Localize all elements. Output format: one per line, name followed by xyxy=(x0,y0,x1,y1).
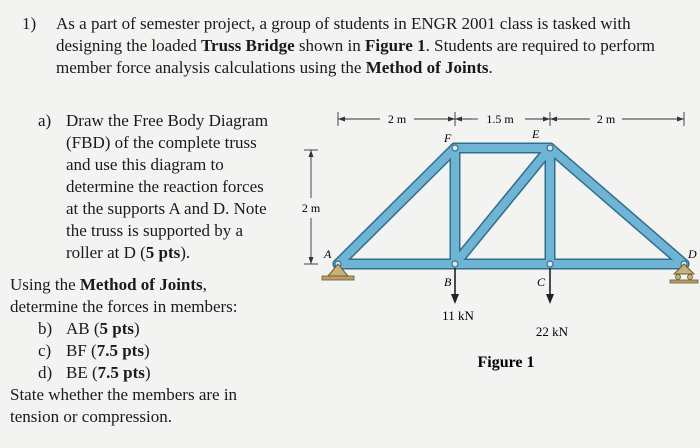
dim-ab: 2 m xyxy=(387,112,407,126)
figure-caption: Figure 1 xyxy=(477,354,535,371)
joints-line-1-text: Using the xyxy=(10,275,80,294)
node-label-a: A xyxy=(324,247,332,261)
part-a-line-1: Draw the Free Body Diagram xyxy=(66,111,269,130)
item-d-points: 7.5 pts xyxy=(97,363,145,382)
item-b-points: 5 pts xyxy=(99,319,135,338)
state-line-2: tension or compression. xyxy=(10,407,172,426)
item-b-end: ) xyxy=(134,319,140,338)
question-line-2-text-end: . Students are required to perform xyxy=(425,36,656,55)
state-line-1: State whether the members are in xyxy=(10,385,238,404)
item-c-member: BF ( xyxy=(66,341,97,360)
joint-pins xyxy=(335,145,687,267)
part-a-line-6: the truss is supported by a xyxy=(66,221,244,240)
load-label-c: 22 kN xyxy=(535,324,569,339)
item-d-label: d) xyxy=(38,363,53,382)
method-of-joints-bold: Method of Joints xyxy=(365,58,489,77)
joints-method-bold: Method of Joints xyxy=(79,275,203,294)
load-arrow-b xyxy=(451,268,459,304)
part-a-line-7-end: ). xyxy=(180,243,191,262)
item-c-points: 7.5 pts xyxy=(96,341,144,360)
item-b-label: b) xyxy=(38,319,53,338)
item-b-member: AB ( xyxy=(66,319,100,338)
question-line-2-text: designing the loaded xyxy=(56,36,201,55)
question-line-1: As a part of semester project, a group of students in ENGR 2001 class is tasked with xyxy=(56,14,631,33)
node-label-e: E xyxy=(532,127,540,141)
joints-line-2: determine the forces in members: xyxy=(10,297,238,316)
node-label-c: C xyxy=(537,275,546,289)
node-label-b: B xyxy=(444,275,452,289)
truss-bridge-bold: Truss Bridge xyxy=(200,36,295,55)
dim-bc: 1.5 m xyxy=(486,112,514,126)
part-a-line-5: at the supports A and D. Note xyxy=(66,199,267,218)
node-label-f: F xyxy=(444,131,452,145)
part-a-points: 5 pts xyxy=(145,243,181,262)
item-c-end: ) xyxy=(143,341,150,360)
joints-line-1-end: , xyxy=(202,275,207,294)
part-a-line-4: determine the reaction forces xyxy=(66,177,264,196)
load-arrow-c xyxy=(546,268,554,304)
part-a-line-3: and use this diagram to xyxy=(66,155,224,174)
question-line-2-text-mid: shown in xyxy=(294,36,365,55)
part-a-line-2: (FBD) of the complete truss xyxy=(66,133,257,152)
load-label-b: 11 kN xyxy=(442,308,474,323)
dim-cd: 2 m xyxy=(596,112,616,126)
item-c-label: c) xyxy=(38,341,52,360)
dim-height: 2 m xyxy=(301,201,321,215)
item-d-end: ) xyxy=(144,363,151,382)
part-a-label: a) xyxy=(38,111,52,130)
truss-members xyxy=(338,148,684,264)
question-line-3-text: member force analysis calculations using the xyxy=(56,58,366,77)
question-number: 1) xyxy=(22,14,37,33)
node-label-d: D xyxy=(688,247,697,261)
item-d-member: BE ( xyxy=(66,363,98,382)
figure-1-bold: Figure 1 xyxy=(365,36,426,55)
part-a-line-7-text: roller at D ( xyxy=(66,243,146,262)
question-line-3-end: . xyxy=(488,58,493,77)
